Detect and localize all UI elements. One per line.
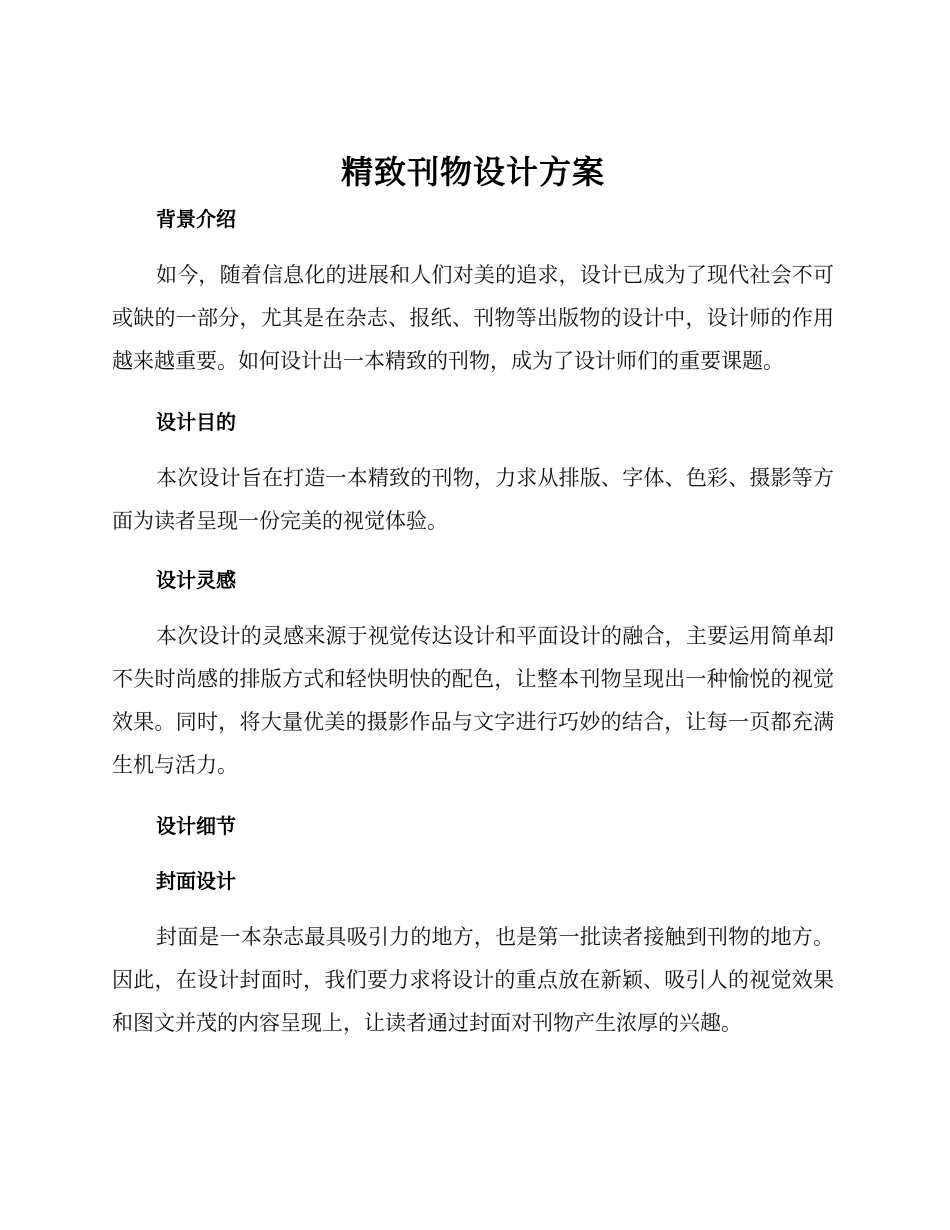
section-heading-inspiration: 设计灵感 [156, 568, 236, 592]
section-heading-details: 设计细节 [156, 814, 236, 838]
section-heading-cover: 封面设计 [156, 869, 236, 893]
paragraph-cover: 封面是一本杂志最具吸引力的地方，也是第一批读者接触到刊物的地方。因此，在设计封面时，我们要力求将设计的重点放在新颖、吸引人的视觉效果和图文并茂的内容呈现上，让读者通过封面对刊物产生浓厚的兴趣。 [112, 925, 834, 1035]
paragraph-background: 如今，随着信息化的进展和人们对美的追求，设计已成为了现代社会不可或缺的一部分，尤其是在杂志、报纸、刊物等出版物的设计中，设计师的作用越来越重要。如何设计出一本精致的刊物，成为了设计师们的重要课题。 [112, 263, 834, 373]
section-heading-purpose: 设计目的 [156, 410, 236, 434]
document-title: 精致刊物设计方案 [340, 153, 605, 191]
paragraph-inspiration: 本次设计的灵感来源于视觉传达设计和平面设计的融合，主要运用简单却不失时尚感的排版方式和轻快明快的配色，让整本刊物呈现出一种愉悦的视觉效果。同时，将大量优美的摄影作品与文字进行巧妙的结合，让每一页都充满生机与活力。 [112, 624, 834, 777]
document-body [112, 148, 834, 1045]
paragraph-purpose: 本次设计旨在打造一本精致的刊物，力求从排版、字体、色彩、摄影等方面为读者呈现一份完美的视觉体验。 [112, 466, 834, 533]
section-heading-background: 背景介绍 [156, 207, 236, 231]
